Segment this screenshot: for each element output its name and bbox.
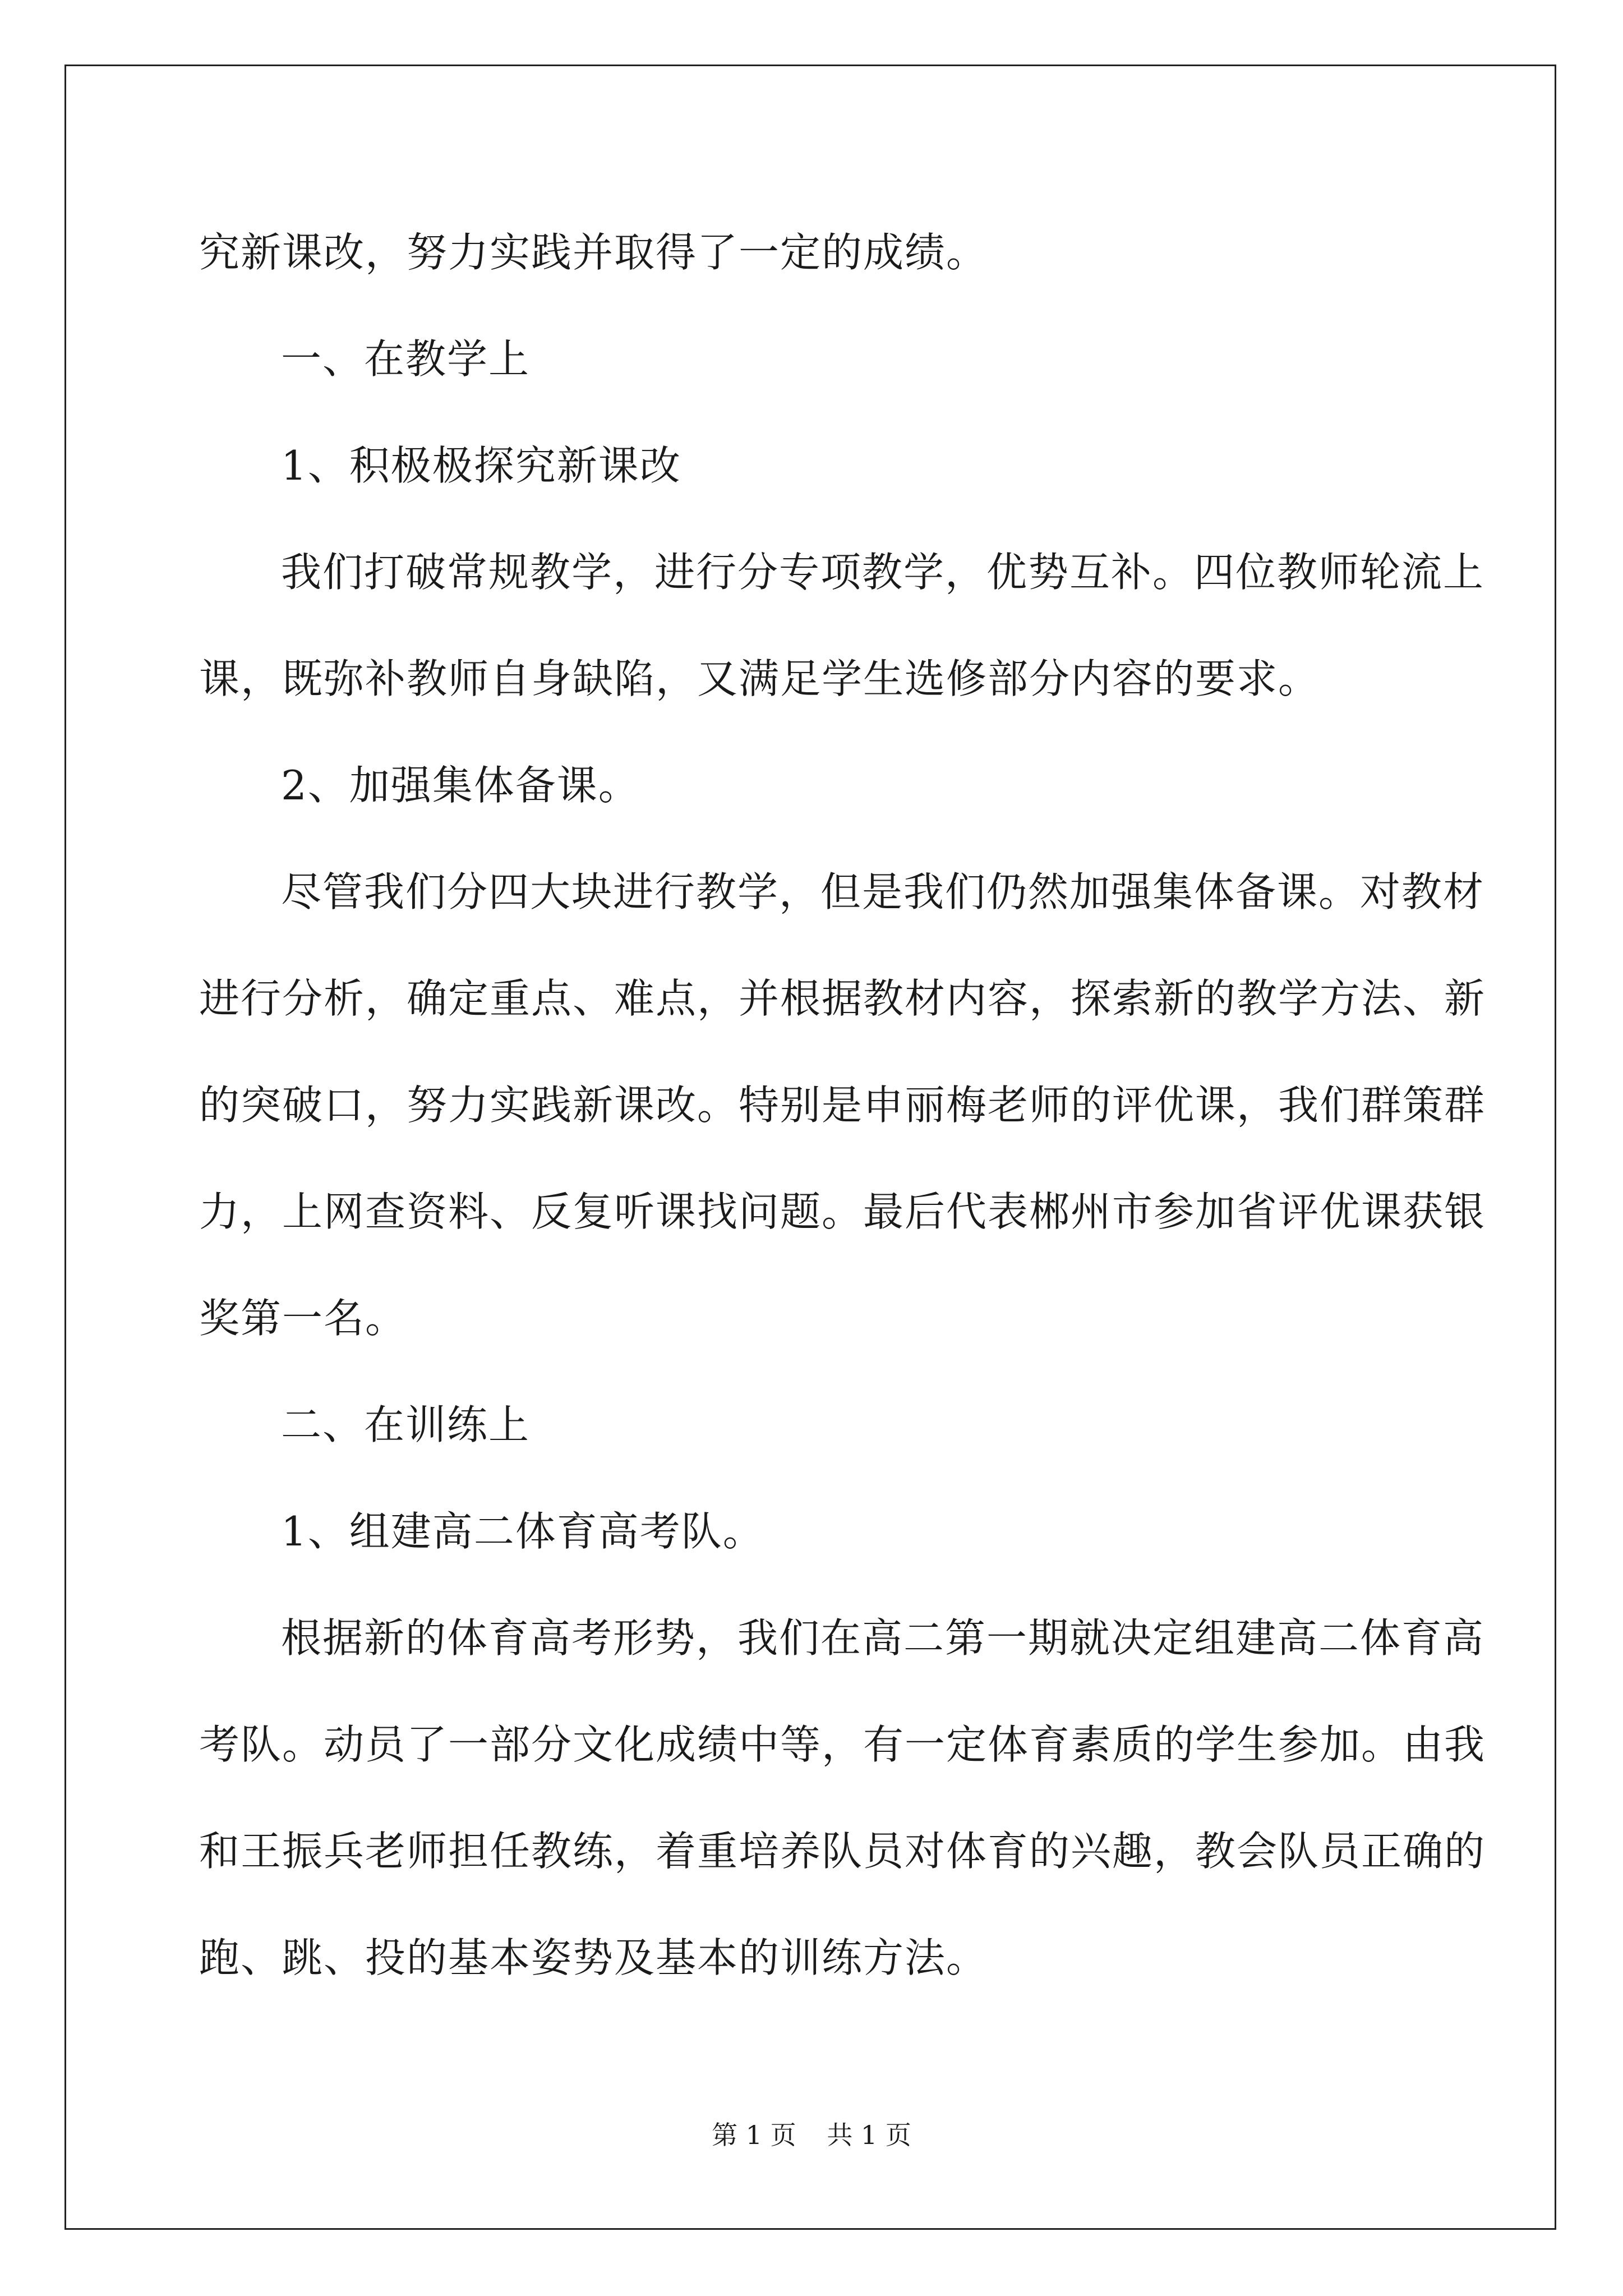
- paragraph-exam-team: 根据新的体育高考形势，我们在高二第一期就决定组建高二体育高考队。动员了一部分文化成绩中等，有一定体育素质的学生参加。由我和王振兵老师担任教练，着重培养队员对体育的兴趣，教会队员正确的跑、跳、投的基本姿势及基本的训练方法。: [199, 1614, 1486, 1981]
- paragraph-collective-preparation: 尽管我们分四大块进行教学，但是我们仍然加强集体备课。对教材进行分析，确定重点、难点，并根据教材内容，探索新的教学方法、新的突破口，努力实践新课改。特别是申丽梅老师的评优课，我们群策群力，上网查资料、反复听课找问题。最后代表郴州市参加省评优课获银奖第一名。: [199, 868, 1486, 1342]
- page-footer: [0, 2115, 1623, 2152]
- paragraph-specialized-teaching: 我们打破常规教学，进行分专项教学，优势互补。四位教师轮流上课，既弥补教师自身缺陷，又满足学生选修部分内容的要求。: [199, 549, 1485, 702]
- section-heading-training: 二、在训练上: [281, 1401, 531, 1448]
- subheading-collective-preparation: 2、加强集体备课。: [281, 762, 640, 809]
- section-heading-teaching: 一、在教学上: [281, 335, 531, 383]
- page-number: 第 1 页: [712, 2120, 796, 2150]
- paragraph-1: 究新课改，努力实践并取得了一定的成绩。: [199, 229, 988, 276]
- document-body: [199, 199, 1489, 2011]
- subheading-curriculum-reform: 1、积极极探究新课改: [281, 442, 681, 489]
- page-total: 共 1 页: [827, 2120, 911, 2150]
- subheading-exam-team: 1、组建高二体育高考队。: [281, 1508, 764, 1555]
